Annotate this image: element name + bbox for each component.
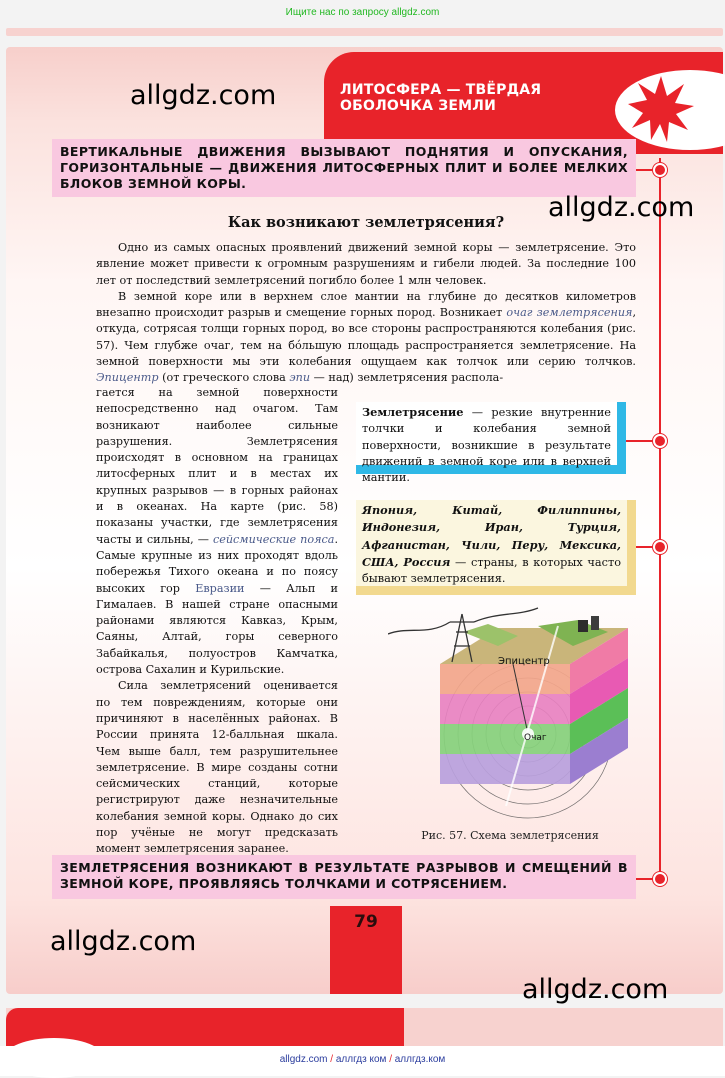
- countries-box: [356, 500, 636, 595]
- timeline-line: [659, 158, 661, 880]
- footer-separator: /: [330, 1054, 334, 1065]
- page-number: 79: [354, 912, 378, 932]
- main-text: [96, 240, 636, 387]
- top-search-link[interactable]: Ищите нас по запросу allgdz.com: [285, 7, 440, 18]
- section-title: Как возникают землетрясения?: [227, 214, 505, 231]
- timeline-dot: [653, 540, 667, 554]
- figure-caption: Рис. 57. Схема землетрясения: [421, 829, 599, 842]
- paragraph: В земной коре или в верхнем слое мантии на глубине до десятков километров внезапно происходит разрыв и смещение горных пород. Возникает очаг землетрясения, откуда, сотрясая толщи горных пород, во все стороны распространяются колебания (рис. 57). Чем глубже очаг, тем на бóльшую площадь распространяется землетрясение. На земной поверхности мы эти колебания ощущаем как толчок или серию толчков. Эпицентр (от греческого слова эпи — над) землетрясения распола-: [96, 289, 636, 385]
- watermark: allgdz.com: [130, 80, 277, 111]
- timeline-dot: [653, 163, 667, 177]
- term-epicenter: Эпицентр: [96, 371, 159, 385]
- star-burst-icon: [626, 74, 696, 144]
- key-fact-top: ВЕРТИКАЛЬНЫЕ ДВИЖЕНИЯ ВЫЗЫВАЮТ ПОДНЯТИЯ И ОПУСКАНИЯ, ГОРИЗОНТАЛЬНЫЕ — ДВИЖЕНИЯ ЛИТОСФЕРНЫХ ПЛИТ И БОЛЕЕ МЕЛКИХ БЛОКОВ ЗЕМНОЙ КОРЫ.: [52, 139, 636, 197]
- term-eurasia: Евразии: [195, 581, 245, 595]
- countries-list: Япония, Китай, Филиппины, Индонезия, Иран, Турция, Афганистан, Чили, Перу, Мексика, США, Россия: [362, 503, 621, 569]
- countries-text: — страны, в которых часто бывают землетрясения.: [362, 555, 621, 586]
- definition-box: [356, 402, 626, 485]
- previous-page-edge: [6, 28, 723, 36]
- timeline-dot: [653, 434, 667, 448]
- footer-links: [0, 1054, 725, 1065]
- earthquake-diagram: [388, 606, 638, 826]
- left-column-text: [96, 385, 338, 858]
- term-epi: эпи: [289, 371, 311, 385]
- paragraph: Одно из самых опасных проявлений движений земной коры — землетрясение. Это явление может привести к огромным разрушениям и гибели людей. За последние 100 лет от последствий землетрясений погибло более 1 млн человек.: [96, 241, 636, 287]
- watermark: allgdz.com: [548, 192, 695, 223]
- label-epicenter: Эпицентр: [498, 656, 550, 667]
- chapter-title: ЛИТОСФЕРА — ТВЁРДАЯ ОБОЛОЧКА ЗЕМЛИ: [340, 82, 542, 114]
- watermark: allgdz.com: [522, 974, 669, 1005]
- timeline-dot: [653, 872, 667, 886]
- paragraph: Сила землетрясений оценивается по тем повреждениям, которые они причиняют в населённых районах. В России принята 12-балльная шкала. Чем выше балл, тем разрушительнее землетрясение. В мире созданы сотни сейсмических станций, которые регистрируют даже незначительные колебания земной коры. Однако до сих пор учёные не могут предсказать момент землетрясения заранее.: [96, 679, 338, 856]
- definition-term: Землетрясение: [362, 405, 464, 419]
- definition-text: — резкие внутренние толчки и колебания земной поверхности, возникшие в результате движений в земной коре или в верхней мантии.: [362, 406, 611, 485]
- label-focus: Очаг: [524, 733, 547, 743]
- term-focus: очаг землетрясения: [506, 306, 633, 320]
- footer-link[interactable]: аллгдз.ком: [394, 1054, 446, 1065]
- term-seismic-belts: сейсмические пояса: [212, 532, 335, 546]
- paragraph: гается на земной поверхности непосредственно над очагом. Там возникают наиболее сильные разрушения. Землетрясения происходят в основном на границах литосферных плит и в местах их крупных разрывов — в горных районах и в океанах. На карте (рис. 58) показаны участки, где землетрясения часты и сильны, — сейсмические пояса. Самые крупные из них проходят вдоль побережья Тихого океана и по поясу высоких гор Евразии — Альп и Гималаев. В нашей стране опасными районами являются Кавказ, Крым, Саяны, Алтай, горы северного Забайкалья, полуостров Камчатка, острова Сахалин и Курильские.: [96, 386, 338, 677]
- key-fact-bottom: ЗЕМЛЕТРЯСЕНИЯ ВОЗНИКАЮТ В РЕЗУЛЬТАТЕ РАЗРЫВОВ И СМЕЩЕНИЙ В ЗЕМНОЙ КОРЕ, ПРОЯВЛЯЯСЬ ТОЛЧКАМИ И СОТРЯСЕНИЕМ.: [52, 855, 636, 899]
- watermark: allgdz.com: [50, 926, 197, 957]
- footer-separator: /: [389, 1054, 392, 1065]
- footer-link[interactable]: аллгдз ком: [335, 1054, 387, 1065]
- footer-link[interactable]: allgdz.com: [279, 1054, 328, 1065]
